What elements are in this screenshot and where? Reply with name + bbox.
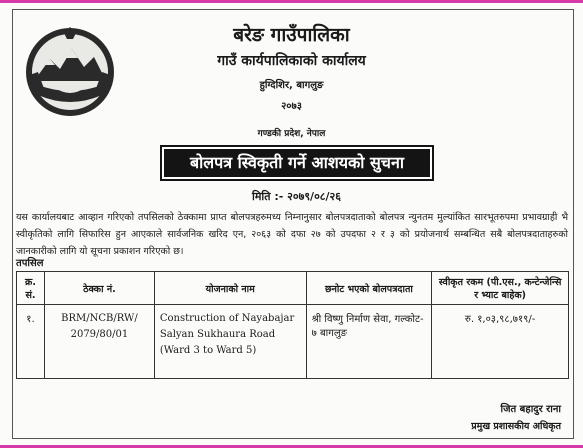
header-amount: स्वीकृत रकम (पी.एस., कन्टेन्जेन्सि र भ्याट बाहेक) <box>432 272 569 305</box>
signatory-designation: प्रमुख प्रशासकीय अधिकृत <box>471 421 561 432</box>
table-header-row <box>17 272 569 305</box>
signatory-name: जित बहादुर राना <box>500 404 561 415</box>
header-contract-no: ठेक्का नं. <box>44 272 154 305</box>
cell-bidder: श्री विष्णु निर्माण सेवा, गल्कोट- ७ बागलुङ <box>306 305 432 379</box>
notice-title: बोलपत्र स्विकृती गर्ने आशयको सुचना <box>160 145 434 181</box>
cell-amount: रु. १,०३,९८,७१९/- <box>432 305 569 379</box>
contract-table <box>16 271 569 379</box>
notice-body: यस कार्यालयबाट आव्हान गरिएको तपसिलको ठेक्कामा प्राप्त बोलपत्रहरुमध्य निम्नानुसार बोलपत्रदाताको बोलपत्र न्युनतम मुल्यांकित सारभूतरुपमा प्रभावग्राही भै स्वीकृतिको लागि सिफारिस हुन आएकाले सार्वजनिक खरिद एन, २०६३ को दफा २७ को उपदफा २ र ३ को प्रयोजनार्थ सम्बन्धित सबै बोलपत्रदाताहरुको जानकारीको लागि यो सूचना प्रकाशन गरिएको छ। <box>16 212 568 257</box>
notice-date: मिति :- २०७९/०८/२६ <box>252 190 341 203</box>
cell-contract-no: BRM/NCB/RW/ 2079/80/01 <box>44 305 154 379</box>
office-subtitle: गाउँ कार्यपालिकाको कार्यालय <box>217 53 366 69</box>
header-project-name: योजनाको नाम <box>154 272 306 305</box>
cell-serial: १. <box>17 305 45 379</box>
cell-project-name: Construction of Nayabajar Salyan Sukhaura Road (Ward 3 to Ward 5) <box>154 305 306 379</box>
office-address: हुग्दिशिर, बागलुङ <box>259 80 324 91</box>
list-title: तपसिल <box>16 258 44 269</box>
office-year: २०७३ <box>281 101 302 112</box>
header-serial: क्र. सं. <box>17 272 45 305</box>
office-name: बरेङ गाउँपालिका <box>233 24 350 46</box>
table-row <box>17 305 569 379</box>
office-province: गण्डकी प्रदेश, नेपाल <box>257 129 326 139</box>
header-bidder: छनोट भएको बोलपत्रदाता <box>306 272 432 305</box>
